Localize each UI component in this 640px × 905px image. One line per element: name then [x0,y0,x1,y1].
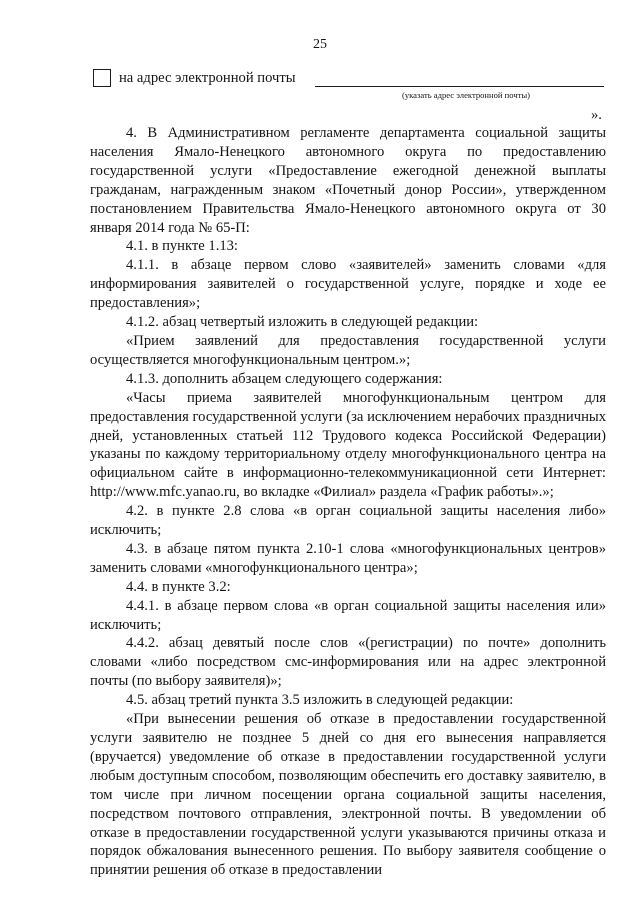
paragraph: 4.4.2. абзац девятый после слов «(регистрации) по почте» дополнить словами «либо посредством смс-информирования или на адрес электронной почты (по выбору заявителя)»; [90,635,606,690]
paragraph: 4.5. абзац третий пункта 3.5 изложить в следующей редакции: [126,692,514,709]
paragraph: 4.2. в пункте 2.8 слова «в орган социальной защиты населения либо» исключить; [90,503,606,539]
paragraph: 4. В Административном регламенте департамента социальной защиты населения Ямало-Ненецкого автономного округа по предоставлению государственной услуги «Предоставление ежегодной денежной выплаты гражданам, награжденным знаком «Почетный донор России», утвержденном постановлением Правительства Ямало-Ненецкого автономного округа от 30 января 2014 года № 65-П: [90,125,606,236]
paragraph: «Прием заявлений для предоставления государственной услуги осуществляется многофункциональным центром.»; [90,332,606,368]
paragraph: 4.3. в абзаце пятом пункта 2.10-1 слова «многофункциональных центров» заменить словами «многофункционального центра»; [90,540,606,576]
paragraph: 4.4.1. в абзаце первом слова «в орган социальной защиты населения или» исключить; [90,597,606,633]
email-checkbox[interactable] [93,69,111,87]
paragraph: 4.1. в пункте 1.13: [126,238,238,255]
paragraph: 4.1.2. абзац четвертый изложить в следующей редакции: [126,314,479,331]
email-address-hint: (указать адрес электронной почты) [401,90,531,100]
paragraph: 4.1.3. дополнить абзацем следующего содержания: [126,370,443,387]
page-number: 25 [313,37,327,52]
closing-quote: ». [591,107,602,123]
paragraph: 4.4. в пункте 3.2: [126,578,231,595]
paragraph: «При вынесении решения об отказе в предоставлении государственной услуги заявителю не позднее 5 дней со дня его вынесения направляется (вручается) уведомление об отказе в предоставлении государственной услуги любым доступным способом, позволяющим обеспечить его доставку заявителю, в том числе при личном посещении органа социальной защиты населения, посредством почтового отправления, электронной почты. В уведомлении об отказе в предоставлении государственной услуги указываются причины отказа и порядок обжалования вынесенного решения. По выбору заявителя сообщение о принятии решения об отказе в предоставлении [90,711,606,879]
email-address-line [315,86,604,87]
paragraph: «Часы приема заявителей многофункциональным центром для предоставления государственной услуги (за исключением нерабочих праздничных дней, установленных статьей 112 Трудового кодекса Российской Федерации) указаны по каждому территориальному отделу многофункционального центра на официальном сайте в информационно-телекоммуникационной сети Интернет: http://www.mfc.yanao.ru, во вкладке «Филиал» раздела «График работы».»; [90,389,606,501]
email-option-label: на адрес электронной почты [119,70,296,86]
document-body [90,124,606,880]
paragraph: 4.1.1. в абзаце первом слово «заявителей» заменить словами «для информирования заявителей о государственной услуге, порядке и ходе ее предоставления»; [90,257,606,312]
